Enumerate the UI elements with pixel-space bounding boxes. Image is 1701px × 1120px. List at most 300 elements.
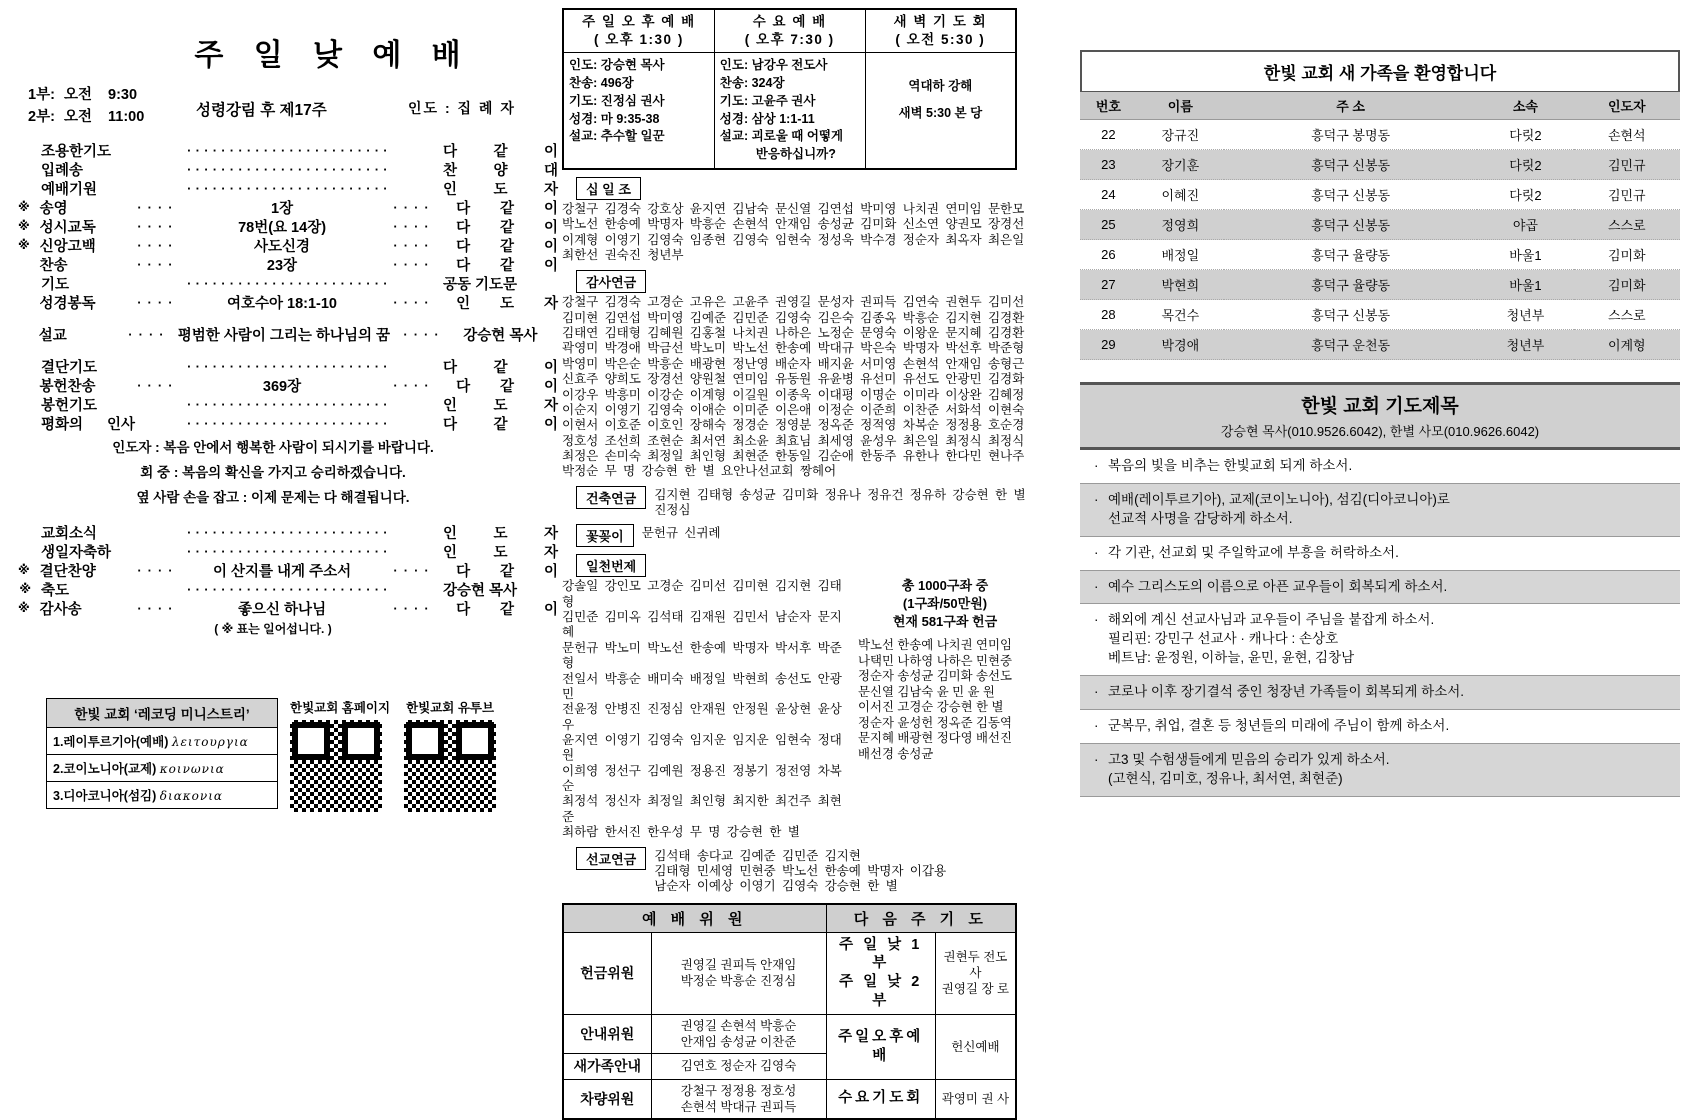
leader-dots: ························ [187,180,392,196]
qr-youtube[interactable] [404,698,496,812]
new-family-leader: 김미화 [1574,270,1680,300]
text-line: 권현두 전도사 [943,949,1008,981]
committee-label-offering: 헌금위원 [563,932,651,1014]
new-family-no: 23 [1080,150,1137,180]
recording-item-greek: κοινωνια [159,762,225,776]
prayer-topic-item [1080,537,1680,571]
text-line: 강솔일 강인모 고경순 김미선 김미현 김지현 김태형 [562,579,842,609]
order-item-name: 송영 [39,200,68,217]
order-of-worship-row [18,395,558,414]
service-line: 성경: 삼상 1:1-11 [719,111,815,126]
text-line: 코로나 이후 장기결석 중인 청장년 가족들이 회복되게 하소서. [1108,684,1465,700]
new-family-address: 흥덕구 신봉동 [1224,300,1477,330]
service-subtitle: ( 오전 5:30 ) [895,32,986,48]
service-header-dawn [865,9,1016,53]
flower-arrangement-section [562,524,1032,547]
service-times-row [18,84,558,129]
order-of-worship-row [18,325,558,344]
col-header-address: 주 소 [1224,92,1477,120]
qr-code-icon[interactable] [290,720,382,812]
tithe-names [562,202,1032,263]
new-family-no: 29 [1080,330,1137,360]
prayer-topics-header [1080,382,1680,450]
new-family-group: 바울1 [1477,240,1573,270]
service-line: 찬송: 496장 [569,76,634,91]
prayer-topics-list [1080,450,1680,797]
text-line: 박영미 박은순 박흥순 배광현 정난영 배순자 배지윤 서미영 손현석 안재임 송형근 [562,356,1025,371]
text-line: 군복무, 취업, 결혼 등 청년들의 미래에 주님이 함께 하소서. [1108,718,1450,734]
committee-header-row [563,904,1016,933]
service-body-dawn [865,53,1016,169]
col-header-group: 소속 [1477,92,1573,120]
new-family-no: 25 [1080,210,1137,240]
text-line: 문헌규 신귀례 [641,526,721,541]
text-line: 김민준 김미옥 김석태 김재원 김민서 남순자 문지혜 [562,610,842,640]
bullet-icon: · [1094,684,1099,700]
order-of-worship-row [18,217,558,236]
order-item-leader: 강승현 목사 [463,327,538,344]
prayer-topics-contacts: 강승현 목사(010.9526.6042), 한별 사모(010.9626.6042) [1220,424,1540,439]
col-header-no: 번호 [1080,92,1137,120]
order-item-detail: 좋으신 하나님 [238,601,327,618]
order-item-name: 축도 [41,582,70,599]
service-time-1-value: 9:30 [108,87,138,103]
services-body-row [563,53,1016,169]
new-family-name: 박현희 [1137,270,1224,300]
text-line: 복음의 빛을 비추는 한빛교회 되게 하소서. [1108,458,1353,473]
flower-tag: 꽃꽂이 [576,524,634,547]
committee-label-usher: 안내위원 [563,1014,651,1054]
next-week-service-3 [826,1079,935,1119]
order-of-worship-row [18,376,558,395]
prayer-topic-item [1080,744,1680,797]
order-of-worship-row [18,523,558,542]
new-family-no: 24 [1080,180,1137,210]
table-row [1080,180,1680,210]
bullet-icon: · [1094,578,1099,594]
text-line: 강철구 김경숙 강호상 윤지연 김남숙 문신열 김연섭 박미영 나치권 연미임 문한모 [562,201,1025,216]
order-item-name: 입례송 [41,162,84,179]
leader-dots: ···· [137,256,179,272]
other-services-table [562,8,1017,170]
prayer-topic-text [1108,578,1670,597]
tithe-tag: 십 일 조 [576,177,641,200]
mission-fund-tag: 선교연금 [576,847,646,870]
responsive-line: 옆 사람 손을 잡고 : 이제 문제는 다 해결됩니다. [136,489,410,505]
new-family-name: 박경애 [1137,330,1224,360]
leader-dots: ···· [393,294,435,310]
next-week-service-0 [826,932,935,1014]
text-line: 전윤정 안병진 진정심 안재원 안정원 윤상현 윤상우 [562,702,842,732]
order-of-worship-row [18,599,558,618]
prayer-topic-item [1080,450,1680,484]
qr-code-icon[interactable] [404,720,496,812]
order-item-leader: 다 같 이 [456,601,558,618]
order-item-leader: 다 같 이 [443,359,558,376]
standing-mark: ※ [18,219,30,234]
thanks-offering-section [562,270,1032,479]
text-line: 김태형 민세영 민현중 박노선 한송예 박명자 이갑용 [654,863,947,878]
service-line: 기도: 고윤주 권사 [719,93,816,108]
leader-dots: ························ [187,396,392,412]
leader-dots: ···· [128,326,170,342]
new-family-header-row [1080,92,1680,120]
responsive-reading [18,436,558,511]
new-family-leader: 김미화 [1574,240,1680,270]
text-line: 문헌규 박노미 박노선 한송예 박명자 박서후 박준형 [562,640,842,671]
standing-mark: ※ [18,601,30,616]
gucha-names [858,638,1032,762]
flower-names [642,526,1032,541]
leader-dots: ···· [393,600,435,616]
new-family-leader: 스스로 [1574,300,1680,330]
building-fund-names [654,488,1032,519]
page-title: 주 일 낮 예 배 [194,39,472,72]
recording-ministry-area [46,698,510,812]
recording-ministry-item [47,728,277,755]
order-item-name: 봉헌찬송 [39,378,96,395]
recording-ministry-box [46,698,278,809]
leader-dots: ························ [187,142,392,158]
leader-dots: ···· [393,218,435,234]
thanks-offering-names [562,295,1032,479]
text-line: 권영길 권피득 안재임 [680,958,797,973]
prayer-topic-text [1108,611,1670,668]
order-item-leader: 다 같 이 [443,143,558,160]
order-of-worship-row [18,542,558,561]
new-family-group: 야곱 [1477,210,1573,240]
order-item-leader: 인 도 자 [443,544,558,561]
new-family-address: 흥덕구 신봉동 [1224,210,1477,240]
text-line: 최정석 정신자 최정일 최인형 최지한 최건주 최현준 [562,794,842,824]
recording-ministry-item [47,782,277,808]
table-row [563,932,1016,1014]
service-time-2-value: 11:00 [108,109,145,126]
mission-fund-section [562,847,1032,895]
text-line: 윤지연 이영기 김영숙 임지운 임지운 임현숙 정대원 [562,733,842,763]
new-family-body [1080,120,1680,360]
recording-item-ko: 3.디아코니아(섬김) [53,789,157,803]
order-of-worship-row [18,160,558,179]
worship-committee-table [562,903,1017,1120]
text-line: 베트남: 윤정원, 이하늘, 윤민, 윤현, 김창남 [1108,650,1355,666]
order-of-worship-row [18,141,558,160]
service-title: 수 요 예 배 [752,14,827,29]
service-line: 찬송: 324장 [719,76,785,91]
leader-dots: ···· [137,600,179,616]
leader-dots: ························ [187,581,392,597]
text-line: 예수 그리스도의 이름으로 아픈 교우들이 회복되게 하소서. [1108,578,1448,594]
leader-dots: ···· [403,326,445,342]
text-line: 나택민 나하영 나하은 민현중 [858,653,1012,668]
prayer-topic-item [1080,710,1680,744]
new-family-name: 이혜진 [1137,180,1224,210]
mission-fund-names [654,849,1032,895]
order-item-detail: 78번(요 14장) [238,219,327,236]
text-line: 신효주 양희도 장경선 양원철 연미임 유동원 유윤병 유선미 유선도 안광민 김경화 [562,372,1025,387]
new-family-address: 흥덕구 운천동 [1224,330,1477,360]
text-line: 김태연 김태형 김혜원 김홍철 나치권 나하은 노정순 문영숙 이왕운 문지혜 김경환 [562,326,1025,341]
text-line: (고현식, 김미호, 정유나, 최서연, 최현준) [1108,770,1343,786]
standing-mark: ※ [18,563,30,578]
building-fund-tag: 건축연금 [576,486,646,509]
gucha-total: 총 1000구좌 중 [901,578,989,594]
new-family-group: 청년부 [1477,330,1573,360]
text-line: 권영길 손현석 박흥순 [680,1018,797,1033]
order-of-worship-row [18,274,558,293]
order-item-leader: 다 같 이 [456,378,558,395]
recording-item-ko: 2.코이노니아(교제) [53,762,157,776]
leader-dots: ···· [137,237,179,253]
next-week-service-1 [826,1014,935,1079]
leader-dots: ························ [187,524,392,540]
bullet-icon: · [1094,544,1099,560]
new-family-group: 바울1 [1477,270,1573,300]
service-time-1-label: 1부: [28,87,55,103]
committee-label-vehicle: 차량위원 [563,1079,651,1119]
order-of-worship-part2 [18,523,558,618]
prayer-topic-text [1108,751,1670,789]
leader-dots: ························ [187,358,392,374]
text-line: 박정순 무 명 강승현 한 별 요안나선교회 짱헤어 [562,464,837,479]
text-line: 예배(레이투르기아), 교제(코이노니아), 섬김(디아코니아)로 [1108,491,1450,507]
text-line: 최정은 손미숙 최정일 최인형 최현준 한동일 김순애 한동주 유한나 한다민 현나주 [562,448,1025,463]
thousand-offering-left [562,577,852,840]
prayer-topic-item [1080,604,1680,676]
service-subtitle: ( 오후 1:30 ) [593,32,684,48]
order-item-name: 결단찬양 [39,563,96,580]
order-item-detail: 369장 [262,378,302,395]
new-family-name: 배정일 [1137,240,1224,270]
gucha-current: 현재 581구좌 헌금 [892,613,998,629]
order-item-detail: 23장 [266,257,298,274]
service-line: 새벽 5:30 본 당 [898,105,983,120]
order-item-detail: 1장 [271,200,294,217]
service-line: 설교: 추수할 일꾼 [569,129,665,144]
standing-footnote: ( ※ 표는 일어섭니다. ) [214,621,332,636]
order-item-leader: 인 도 자 [456,295,558,312]
text-line: 김석태 송다교 김예준 김민준 김지현 [654,848,861,863]
new-family-name: 정영희 [1137,210,1224,240]
recording-ministry-header: 한빛 교회 ‘레코딩 미니스트리’ [47,699,277,728]
standing-mark: ※ [19,582,31,597]
committee-names-offering [651,932,826,1014]
prayer-topic-text [1108,544,1670,563]
committee-names-newfamily [651,1054,826,1079]
leader-dots: ···· [393,562,435,578]
new-family-group: 다릿2 [1477,150,1573,180]
leader-header: 인도 : 집 례 자 [408,100,516,116]
text-line: 정순자 윤성헌 정옥준 김동역 [858,715,1012,730]
gucha-summary [858,577,1032,630]
text-line: 박정순 박흥순 진정심 [680,974,797,989]
table-row [1080,120,1680,150]
liturgical-season: 성령강림 후 제17주 [196,102,327,119]
recording-item-greek: λειτουργια [171,735,249,749]
text-line: 김미현 김연섭 박미영 김예준 김민준 김영숙 김은숙 김종옥 박흥순 김지현 김경환 [562,310,1025,325]
order-item-detail: 이 산지를 내게 주소서 [212,563,352,580]
text-line: 고3 및 수험생들에게 믿음의 승리가 있게 하소서. [1108,751,1390,767]
text-line: 박노선 한송예 박명자 박흥순 손현석 안재임 송성균 김미화 신소연 양권모 장경선 [562,217,1025,232]
text-line: 주 일 낮 1 부 [839,936,923,972]
committee-names-usher [651,1014,826,1054]
prayer-topics-title: 한빛 교회 기도제목 [1301,396,1459,417]
text-line: 김연호 정순자 김영숙 [680,1059,797,1074]
sunday-worship-column [18,8,558,938]
order-item-name: 교회소식 [41,525,98,542]
order-item-leader: 공동 기도문 [443,276,518,293]
text-line: 이강우 박흥미 이강순 이계형 이길원 이종욱 이대평 이명순 이미라 이상완 김혜정 [562,387,1025,402]
order-of-worship-row [18,179,558,198]
order-item-name: 조용한기도 [41,143,112,160]
text-line: 안재임 송성균 이찬준 [680,1035,797,1050]
service-header-wednesday [714,9,865,53]
service-title: 주 일 오 후 예 배 [582,14,696,29]
order-of-worship-row [18,255,558,274]
text-line: 강철구 김경숙 고경순 고유은 고윤주 권영길 문성자 권피득 김연숙 권현두 김미선 [562,295,1025,310]
service-time-2-label: 2부: [28,109,55,126]
bullet-icon: · [1094,718,1099,734]
text-line: 이순지 이영기 김영숙 이애순 이미준 이은애 이정순 이준희 이찬준 서화석 이현숙 [562,402,1025,417]
thousand-offering-section [562,554,1032,840]
order-item-leader: 다 같 이 [456,238,558,255]
next-week-pray-1 [935,1014,1016,1079]
order-item-leader: 다 같 이 [456,563,558,580]
thousand-offering-names [562,579,852,840]
table-row [1080,330,1680,360]
new-family-leader: 스스로 [1574,210,1680,240]
text-line: 해외에 계신 선교사님과 교우들이 주님을 붙잡게 하소서. [1108,612,1435,628]
prayer-topic-item [1080,571,1680,605]
text-line: 최한선 권숙진 청년부 [562,248,684,263]
order-item-leader: 찬 양 대 [443,162,558,179]
new-family-no: 26 [1080,240,1137,270]
leader-dots: ························ [187,161,392,177]
new-family-address: 흥덕구 신봉동 [1224,180,1477,210]
table-row [1080,300,1680,330]
order-item-name: 찬송 [39,257,68,274]
prayer-topics-panel [1080,382,1680,797]
new-family-no: 27 [1080,270,1137,300]
recording-item-ko: 1.레이투르기아(예배) [53,735,169,749]
new-family-address: 흥덕구 율량동 [1224,240,1477,270]
table-row [1080,150,1680,180]
service-line: 설교: 괴로울 때 어떻게 [719,129,844,144]
order-item-leader: 다 같 이 [456,219,558,236]
new-family-address: 흥덕구 신봉동 [1224,150,1477,180]
text-line: 김지현 김태형 송성균 김미화 정유나 정유건 정유하 강승현 한 별 [654,487,1026,502]
table-row [1080,270,1680,300]
new-family-no: 28 [1080,300,1137,330]
bullet-icon: · [1094,612,1099,628]
committee-header-right: 다 음 주 기 도 [826,904,1016,933]
service-body-afternoon [563,53,714,169]
gucha-unit: (1구좌/50만원) [902,595,988,611]
prayer-topic-text [1108,717,1670,736]
service-line: 인도: 강승현 목사 [569,58,665,73]
order-item-leader: 인 도 자 [443,181,558,198]
order-of-worship-row [18,561,558,580]
new-family-group: 다릿2 [1477,180,1573,210]
table-row [563,1014,1016,1054]
text-line: 곽영미 권 사 [941,1091,1010,1106]
text-line: 이계형 이영기 김영숙 임종현 김영숙 임현숙 정성욱 박수경 정순자 최옥자 최은일 [562,232,1025,247]
qr-homepage-label: 한빛교회 홈페이지 [290,701,391,715]
order-of-worship-row [18,198,558,217]
order-item-name: 성시교독 [39,219,96,236]
leader-dots: ···· [137,562,179,578]
services-and-offerings-column [562,8,1032,1114]
order-item-detail: 여호수아 18:1-10 [226,295,337,312]
order-item-leader: 인 도 자 [443,397,558,414]
service-line: 역대하 강해 [908,79,973,94]
new-family-name: 목건수 [1137,300,1224,330]
leader-dots: ························ [187,275,392,291]
new-family-address: 흥덕구 봉명동 [1224,120,1477,150]
service-time-2 [28,106,178,128]
order-of-worship-row [18,293,558,312]
order-item-name: 설교 [38,327,67,344]
table-row [563,1079,1016,1119]
text-line: 강철구 정정용 정호성 [680,1083,797,1098]
text-line: 권영길 장 로 [941,982,1010,997]
order-item-name: 성경봉독 [39,295,96,312]
text-line: 정호성 조선희 조현순 최서연 최소윤 최효님 최세영 윤성우 최은일 최정식 최정식 [562,433,1025,448]
text-line: 필리핀: 강민구 선교사 · 캐나다 : 손상호 [1108,631,1339,647]
recording-ministry-item [47,755,277,782]
new-family-and-prayer-column [1080,50,1690,940]
order-of-worship-row [18,236,558,255]
leader-dots: ···· [137,377,179,393]
new-family-leader: 김민규 [1574,180,1680,210]
text-line: 수요기도회 [838,1090,924,1107]
new-family-leader: 손현석 [1574,120,1680,150]
text-line: 남순자 이예상 이영기 김영숙 강승현 한 별 [654,879,898,894]
order-item-leader: 다 같 이 [443,416,558,433]
order-item-name: 감사송 [39,601,82,618]
table-row [1080,240,1680,270]
text-line: 최하람 한서진 한우성 무 명 강승현 한 별 [562,825,800,840]
responsive-line: 회 중 : 복음의 확신을 가지고 승리하겠습니다. [140,464,406,480]
new-family-no: 22 [1080,120,1137,150]
next-week-pray-0 [935,932,1016,1014]
order-item-leader: 다 같 이 [456,200,558,217]
new-family-caption: 한빛 교회 새 가족을 환영합니다 [1080,50,1680,91]
service-line-extra: 반응하십니까? [755,147,836,162]
leader-dots: ···· [393,377,435,393]
leader-dots: ···· [137,294,179,310]
order-item-leader: 다 같 이 [456,257,558,274]
service-header-afternoon [563,9,714,53]
order-item-name: 기도 [41,276,70,293]
order-item-detail: 사도신경 [254,238,311,255]
col-header-name: 이름 [1137,92,1224,120]
qr-code-group [290,698,510,812]
building-fund-section [562,486,1032,519]
new-family-group: 다릿2 [1477,120,1573,150]
new-family-address: 흥덕구 율량동 [1224,270,1477,300]
thanks-offering-tag: 감사연금 [576,270,646,293]
order-item-leader: 인 도 자 [443,525,558,542]
committee-names-vehicle [651,1079,826,1119]
leader-dots: ···· [393,199,435,215]
next-week-pray-3 [935,1079,1016,1119]
service-line: 기도: 진정심 권사 [569,93,665,108]
service-time-2-ampm: 오전 [64,109,93,126]
tithe-section [562,177,1032,263]
text-line: 주일오후예배 [838,1028,924,1064]
qr-homepage[interactable] [290,698,390,812]
